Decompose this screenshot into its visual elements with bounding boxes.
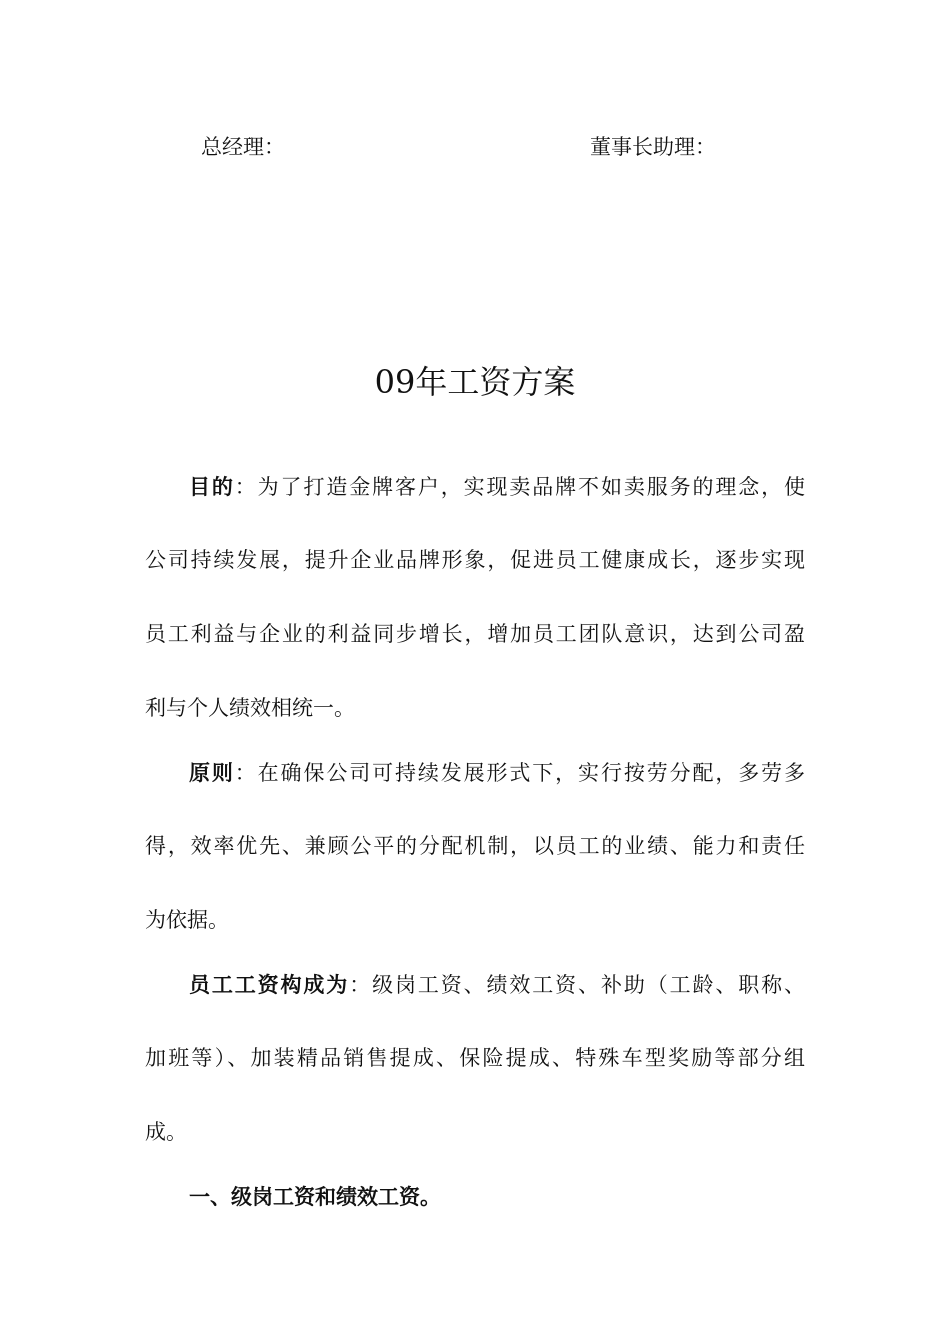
salary-structure-text-1: 级岗工资、绩效工资、补助（工龄、职称、 [372, 973, 805, 997]
purpose-line-1 [189, 472, 805, 502]
salary-structure-label: 员工工资构成为 [189, 973, 350, 997]
salary-structure-line-1 [189, 970, 805, 1000]
section-1-heading [189, 1182, 805, 1212]
principle-label: 原则 [189, 761, 235, 785]
signature-general-manager: 总经理： [201, 135, 285, 159]
purpose-label: 目的 [189, 475, 235, 499]
section-1-heading-text: 一、级岗工资和绩效工资。 [189, 1185, 441, 1209]
signature-chairman-assistant: 董事长助理： [590, 135, 716, 159]
principle-line-3: 为依据。 [145, 908, 229, 932]
purpose-line-4: 利与个人绩效相统一。 [145, 696, 355, 720]
purpose-text-1: 为了打造金牌客户，实现卖品牌不如卖服务的理念，使 [257, 475, 805, 499]
salary-structure-line-3: 成。 [145, 1120, 187, 1144]
principle-line-1 [189, 758, 805, 788]
salary-structure-line-2: 加班等）、加装精品销售提成、保险提成、特殊车型奖励等部分组 [145, 1046, 805, 1070]
principle-text-1: 在确保公司可持续发展形式下，实行按劳分配，多劳多 [257, 761, 805, 785]
document-title: 09年工资方案 [374, 363, 576, 401]
principle-line-2: 得，效率优先、兼顾公平的分配机制，以员工的业绩、能力和责任 [145, 834, 805, 858]
purpose-line-3: 员工利益与企业的利益同步增长，增加员工团队意识，达到公司盈 [145, 622, 805, 646]
purpose-colon: ： [234, 475, 258, 499]
purpose-line-2: 公司持续发展，提升企业品牌形象，促进员工健康成长，逐步实现 [145, 548, 805, 572]
principle-colon: ： [234, 761, 258, 785]
salary-structure-colon: ： [349, 973, 373, 997]
